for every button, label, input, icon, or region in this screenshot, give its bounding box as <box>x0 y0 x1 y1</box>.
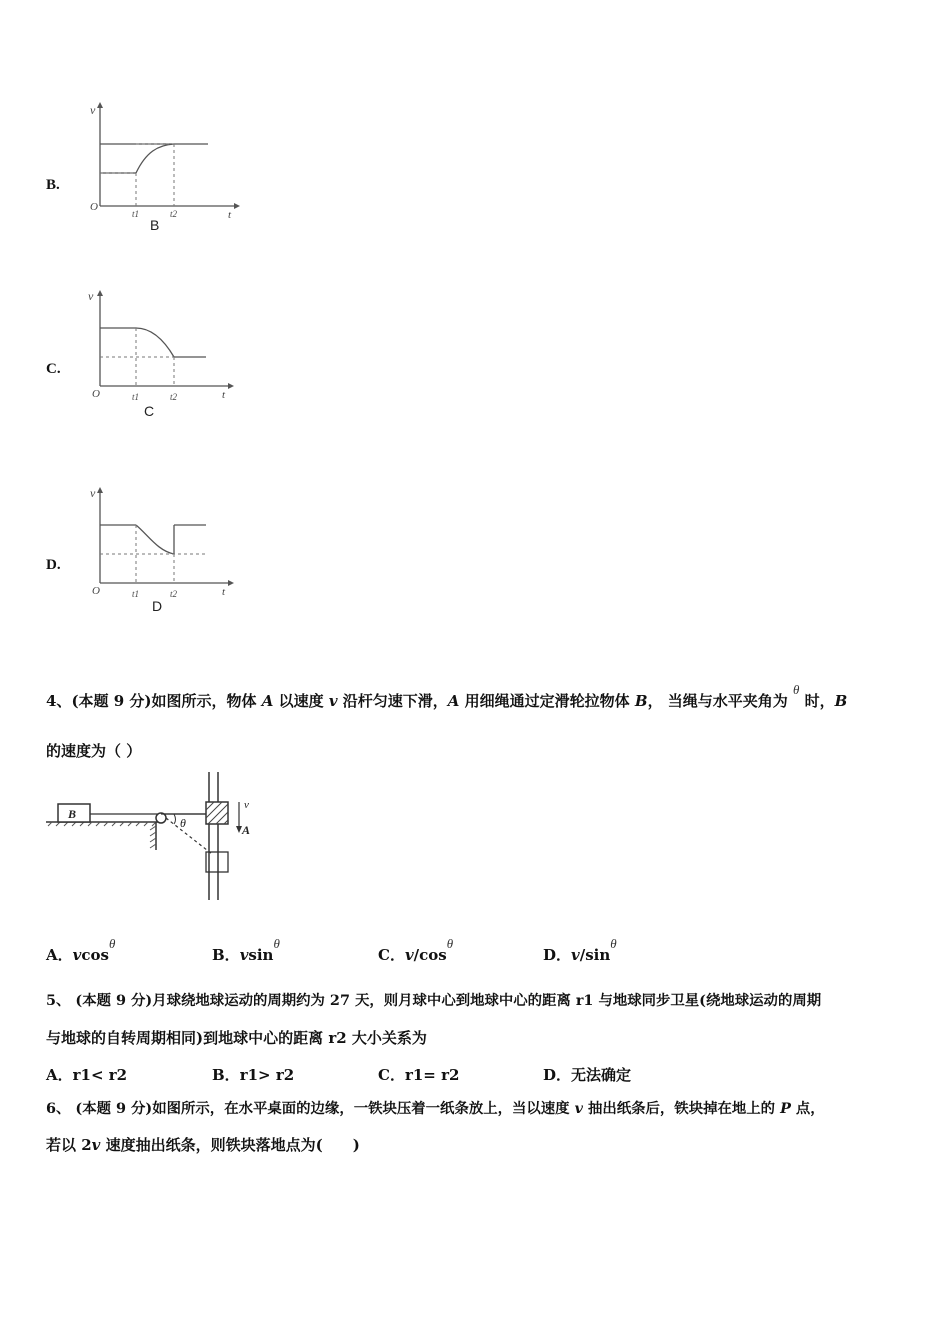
a-label: A <box>242 823 251 837</box>
svg-text:D: D <box>152 598 163 614</box>
svg-text:t: t <box>222 389 226 401</box>
graph-c <box>86 286 246 430</box>
theta-label: θ <box>180 816 186 830</box>
q6-line2: 若以 2v 速度抽出纸条，则铁块落地点为( ) <box>46 1136 360 1154</box>
option-c-label: C. <box>46 361 61 377</box>
graph-caption: B <box>150 217 160 233</box>
q4-option-a[interactable]: A．vcosθ <box>46 936 116 964</box>
falling-curve <box>136 525 174 554</box>
q4-option-d[interactable]: D．v/sinθ <box>543 936 617 964</box>
t-label: t <box>228 209 232 221</box>
origin-label: O <box>90 201 98 213</box>
q4-line1: 4、(本题 9 分)如图所示，物体 A 以速度 v 沿杆匀速下滑，A 用细绳通过定滑轮拉物体 B， 当绳与水平夹角为 θ 时，B <box>46 682 848 710</box>
graph-b <box>86 100 246 244</box>
t1-label: t1 <box>132 209 140 219</box>
q5-line1: 5、 (本题 9 分)月球绕地球运动的周期约为 27 天，则月球中心到地球中心的距离 r1 与地球同步卫星(绕地球运动的周期 <box>46 992 822 1009</box>
q4-option-b[interactable]: B．vsinθ <box>212 936 280 964</box>
block-a <box>206 802 228 824</box>
svg-text:O: O <box>92 585 100 597</box>
rope-dashed <box>166 818 212 854</box>
q4-line2: 的速度为（ ） <box>46 742 142 760</box>
svg-text:v: v <box>90 486 96 500</box>
q5-option-b[interactable]: B．r1> r2 <box>212 1066 295 1084</box>
option-d-label: D. <box>46 557 61 573</box>
q5-option-d[interactable]: D．无法确定 <box>543 1066 632 1084</box>
q5-option-c[interactable]: C．r1= r2 <box>378 1066 460 1084</box>
svg-text:t1: t1 <box>132 589 140 599</box>
svg-text:C: C <box>144 403 155 419</box>
option-b-label: B. <box>46 177 60 193</box>
v-axis-arrow <box>97 102 103 108</box>
v-label: v <box>244 799 249 811</box>
block-b-label: B <box>68 807 77 821</box>
t2-label: t2 <box>170 209 178 219</box>
svg-text:t: t <box>222 586 226 598</box>
q4-option-c[interactable]: C．v/cosθ <box>378 936 454 964</box>
t-axis-arrow <box>234 203 240 209</box>
v-label: v <box>90 103 96 117</box>
svg-text:v: v <box>88 289 94 303</box>
falling-curve <box>136 328 174 357</box>
rising-curve <box>136 144 174 173</box>
q5-option-a[interactable]: A．r1< r2 <box>46 1066 128 1084</box>
q6-line1: 6、 (本题 9 分)如图所示，在水平桌面的边缘，一铁块压着一纸条放上，当以速度 v 抽出纸条后，铁块掉在地上的 P 点， <box>46 1100 825 1117</box>
graph-d <box>86 483 246 627</box>
q4-figure <box>46 768 276 912</box>
svg-text:t1: t1 <box>132 392 140 402</box>
svg-text:t2: t2 <box>170 392 178 402</box>
q5-line2: 与地球的自转周期相同)到地球中心的距离 r2 大小关系为 <box>46 1029 427 1047</box>
svg-text:t2: t2 <box>170 589 178 599</box>
svg-text:O: O <box>92 388 100 400</box>
